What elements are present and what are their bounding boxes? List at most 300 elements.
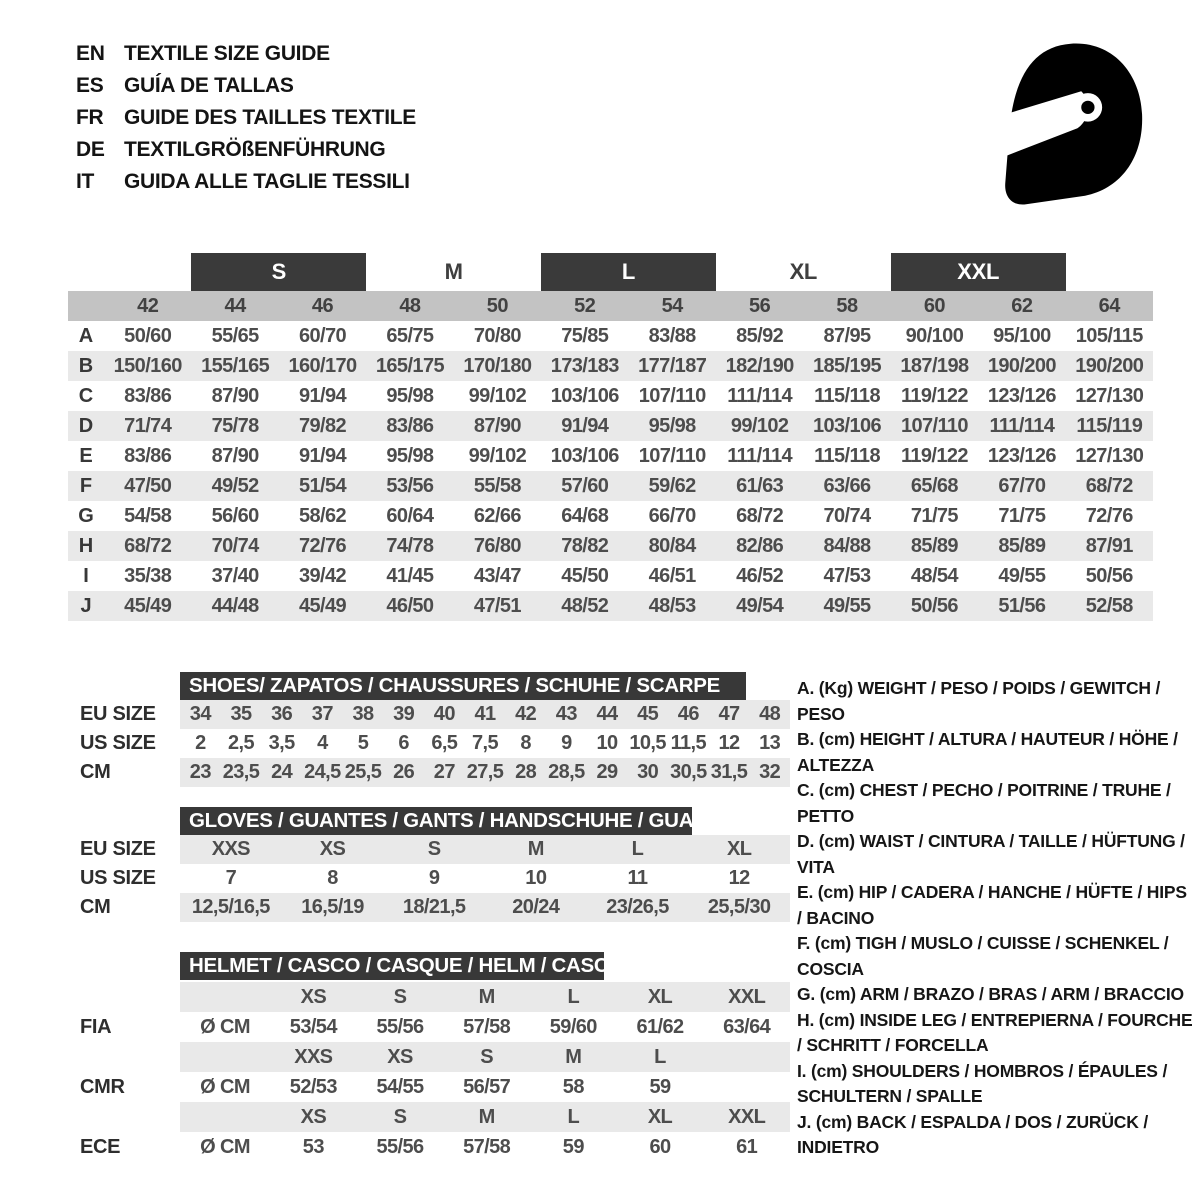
measure-value: 45/49 bbox=[124, 594, 172, 617]
measure-value: 160/170 bbox=[288, 354, 357, 377]
language-title: TEXTILGRÖßENFÜHRUNG bbox=[124, 138, 386, 161]
size-number: 52 bbox=[574, 294, 596, 317]
row-letter: C bbox=[78, 384, 94, 407]
row-label: EU SIZE bbox=[80, 703, 156, 725]
measure-value: 46/52 bbox=[736, 564, 784, 587]
size-value: 61/62 bbox=[636, 1015, 684, 1038]
language-code: ES bbox=[76, 74, 104, 97]
gloves-title-row bbox=[60, 807, 790, 835]
size-value: 11 bbox=[627, 867, 648, 889]
size-value: 45 bbox=[637, 703, 659, 725]
measure-row-a bbox=[68, 321, 1153, 351]
size-value: 48 bbox=[759, 703, 781, 725]
measure-row-e bbox=[68, 441, 1153, 471]
measure-value: 84/88 bbox=[823, 534, 871, 557]
measure-row-c bbox=[68, 381, 1153, 411]
size-value: 11,5 bbox=[670, 732, 707, 754]
row-label: CMR bbox=[80, 1075, 125, 1098]
measure-value: 71/75 bbox=[910, 504, 958, 527]
measure-value: 71/74 bbox=[124, 414, 172, 437]
measure-value: 103/106 bbox=[550, 384, 619, 407]
size-value: 40 bbox=[433, 703, 455, 725]
measure-value: 64/68 bbox=[561, 504, 609, 527]
measure-value: 50/60 bbox=[124, 324, 172, 347]
size-value: 42 bbox=[515, 703, 537, 725]
size-value: 38 bbox=[352, 703, 374, 725]
racing-helmet-icon bbox=[972, 26, 1162, 221]
diameter-label bbox=[180, 1042, 270, 1072]
size-value: XS bbox=[300, 985, 327, 1008]
row-values bbox=[180, 1012, 790, 1042]
size-value: 43 bbox=[555, 703, 577, 725]
size-value: L bbox=[631, 838, 644, 860]
shoes-row bbox=[60, 729, 790, 758]
language-title: GUIDE DES TAILLES TEXTILE bbox=[124, 106, 416, 129]
diameter-label bbox=[180, 1102, 270, 1132]
gloves-row bbox=[60, 835, 790, 864]
row-label: CM bbox=[80, 761, 111, 783]
size-value: 27 bbox=[433, 761, 455, 783]
measure-value: 177/187 bbox=[638, 354, 707, 377]
measure-value: 107/110 bbox=[638, 384, 706, 407]
row-values bbox=[180, 982, 790, 1012]
size-value: 20/24 bbox=[512, 896, 560, 918]
gloves-title-bar: GLOVES / GUANTES / GANTS / HANDSCHUHE / GUANTI bbox=[180, 807, 692, 835]
measure-row-h bbox=[68, 531, 1153, 561]
measure-value: 105/115 bbox=[1075, 324, 1143, 347]
diameter-label: Ø CM bbox=[200, 1135, 250, 1158]
measure-value: 99/102 bbox=[468, 384, 527, 407]
row-letter: I bbox=[83, 564, 89, 587]
legend-entry: I. (cm) SHOULDERS / HOMBROS / ÉPAULES / SCHULTERN / SPALLE bbox=[797, 1060, 1168, 1106]
row-values bbox=[180, 1102, 790, 1132]
size-value bbox=[703, 1042, 790, 1072]
measure-value: 99/102 bbox=[468, 444, 527, 467]
size-value: 63/64 bbox=[723, 1015, 771, 1038]
size-value: 44 bbox=[596, 703, 618, 725]
size-value: XL bbox=[726, 838, 752, 860]
size-group-s: S bbox=[191, 253, 366, 291]
row-values bbox=[180, 1132, 790, 1162]
size-value: XS bbox=[319, 838, 346, 860]
row-letter: J bbox=[80, 594, 92, 617]
measure-value: 49/55 bbox=[998, 564, 1046, 587]
measure-value: 65/75 bbox=[386, 324, 434, 347]
measure-value: 68/72 bbox=[736, 504, 784, 527]
size-value: 8 bbox=[520, 732, 531, 754]
measure-value: 39/42 bbox=[299, 564, 347, 587]
measure-value: 111/114 bbox=[727, 444, 793, 467]
size-value: 8 bbox=[327, 867, 338, 889]
legend-entry: B. (cm) HEIGHT / ALTURA / HAUTEUR / HÖHE / ALTEZZA bbox=[797, 729, 1178, 775]
language-row bbox=[76, 102, 416, 134]
measure-value: 61/63 bbox=[736, 474, 784, 497]
language-row bbox=[76, 70, 416, 102]
row-label: FIA bbox=[80, 1015, 112, 1038]
size-value: 23,5 bbox=[222, 761, 260, 783]
measure-value: 79/82 bbox=[299, 414, 347, 437]
measure-value: 74/78 bbox=[386, 534, 434, 557]
size-number: 58 bbox=[836, 294, 858, 317]
spacer bbox=[60, 952, 180, 982]
size-value: 59 bbox=[649, 1075, 671, 1098]
language-row bbox=[76, 134, 416, 166]
size-value: 55/56 bbox=[376, 1135, 424, 1158]
row-letter: E bbox=[79, 444, 93, 467]
measure-value: 91/94 bbox=[299, 384, 347, 407]
measure-value: 119/122 bbox=[900, 444, 968, 467]
measure-value: 43/47 bbox=[473, 564, 521, 587]
corner-spacer bbox=[68, 291, 104, 321]
measure-value: 49/52 bbox=[211, 474, 259, 497]
size-value: 58 bbox=[562, 1075, 584, 1098]
measure-value: 99/102 bbox=[730, 414, 789, 437]
measure-row-d bbox=[68, 411, 1153, 441]
size-number: 62 bbox=[1011, 294, 1033, 317]
legend-entry: E. (cm) HIP / CADERA / HANCHE / HÜFTE / HIPS / BACINO bbox=[797, 882, 1187, 928]
size-value: 46 bbox=[677, 703, 699, 725]
size-value: 10,5 bbox=[629, 732, 666, 754]
size-value: 3,5 bbox=[268, 732, 295, 754]
measure-row-f bbox=[68, 471, 1153, 501]
size-number: 50 bbox=[486, 294, 508, 317]
size-value: M bbox=[478, 985, 495, 1008]
measure-value: 60/64 bbox=[386, 504, 434, 527]
language-title: GUÍA DE TALLAS bbox=[124, 74, 294, 97]
size-number: 46 bbox=[311, 294, 334, 317]
size-value: 31,5 bbox=[710, 761, 748, 783]
measure-row-i bbox=[68, 561, 1153, 591]
helmet-rows bbox=[60, 982, 790, 1162]
measure-value: 107/110 bbox=[900, 414, 968, 437]
helmet-row bbox=[60, 982, 790, 1012]
measure-value: 83/88 bbox=[648, 324, 696, 347]
size-value: XXL bbox=[728, 1105, 766, 1128]
measure-row-g bbox=[68, 501, 1153, 531]
size-value: 2 bbox=[195, 732, 206, 754]
measure-value: 45/50 bbox=[561, 564, 609, 587]
size-number: 48 bbox=[399, 294, 421, 317]
measure-value: 63/66 bbox=[823, 474, 871, 497]
size-value: 57/58 bbox=[463, 1015, 511, 1038]
size-value: 12,5/16,5 bbox=[191, 896, 270, 918]
language-title: GUIDA ALLE TAGLIE TESSILI bbox=[124, 170, 410, 193]
measure-value: 37/40 bbox=[211, 564, 259, 587]
legend-entry: G. (cm) ARM / BRAZO / BRAS / ARM / BRACCIO bbox=[797, 984, 1184, 1004]
measure-value: 54/58 bbox=[124, 504, 172, 527]
size-group-xxl: XXL bbox=[891, 253, 1066, 291]
spacer bbox=[60, 807, 180, 835]
size-value: 41 bbox=[474, 703, 496, 725]
row-label bbox=[60, 1102, 180, 1132]
size-value: S bbox=[393, 1105, 407, 1128]
size-value: 5 bbox=[357, 732, 369, 754]
helmet-row bbox=[60, 1132, 790, 1162]
measure-value: 78/82 bbox=[561, 534, 609, 557]
row-values bbox=[180, 864, 790, 893]
legend-entry: A. (Kg) WEIGHT / PESO / POIDS / GEWITCH / PESO bbox=[797, 678, 1161, 724]
helmet-title-bar: HELMET / CASCO / CASQUE / HELM / CASCO bbox=[180, 952, 604, 980]
size-value: 7,5 bbox=[471, 732, 498, 754]
measure-value: 71/75 bbox=[998, 504, 1046, 527]
row-label: ECE bbox=[80, 1135, 121, 1158]
language-code: FR bbox=[76, 106, 104, 129]
helmet-row bbox=[60, 1072, 790, 1102]
measure-row-b bbox=[68, 351, 1153, 381]
measure-value: 47/53 bbox=[823, 564, 871, 587]
measure-value: 173/183 bbox=[550, 354, 619, 377]
measure-value: 75/85 bbox=[561, 324, 609, 347]
diameter-label: Ø CM bbox=[200, 1075, 250, 1098]
gloves-size-table bbox=[60, 807, 790, 922]
row-letter: B bbox=[78, 354, 94, 377]
row-label bbox=[60, 1042, 180, 1072]
measure-value: 65/68 bbox=[910, 474, 958, 497]
size-value: 9 bbox=[428, 867, 440, 889]
size-value: 61 bbox=[736, 1135, 758, 1158]
row-values bbox=[180, 700, 790, 729]
measure-value: 190/200 bbox=[987, 354, 1056, 377]
size-number: 60 bbox=[923, 294, 946, 317]
measure-value: 91/94 bbox=[561, 414, 609, 437]
size-value: 24 bbox=[271, 761, 293, 783]
size-value: 54/55 bbox=[376, 1075, 424, 1098]
measurement-legend bbox=[797, 676, 1195, 1161]
measure-value: 127/130 bbox=[1075, 444, 1144, 467]
measure-value: 50/56 bbox=[910, 594, 958, 617]
measure-value: 47/50 bbox=[124, 474, 172, 497]
size-value: XS bbox=[300, 1105, 327, 1128]
size-value bbox=[703, 1072, 790, 1102]
measure-value: 50/56 bbox=[1085, 564, 1133, 587]
size-value: 53 bbox=[302, 1135, 324, 1158]
size-value: 18/21,5 bbox=[402, 896, 466, 918]
size-value: XXS bbox=[211, 838, 250, 860]
measure-value: 95/98 bbox=[386, 444, 434, 467]
measure-value: 87/90 bbox=[473, 414, 521, 437]
measure-value: 59/62 bbox=[648, 474, 696, 497]
language-code: IT bbox=[76, 170, 95, 193]
size-value: XL bbox=[647, 985, 673, 1008]
measure-value: 95/98 bbox=[648, 414, 696, 437]
measure-value: 103/106 bbox=[550, 444, 619, 467]
shoes-title-bar: SHOES/ ZAPATOS / CHAUSSURES / SCHUHE / SCARPE bbox=[180, 672, 746, 700]
measure-value: 91/94 bbox=[299, 444, 347, 467]
size-value: 23 bbox=[189, 761, 211, 783]
size-value: 23/26,5 bbox=[606, 896, 669, 918]
measure-value: 187/198 bbox=[900, 354, 969, 377]
size-value: L bbox=[567, 985, 580, 1008]
shoes-rows bbox=[60, 700, 790, 787]
helmet-title-row bbox=[60, 952, 790, 982]
size-value: M bbox=[478, 1105, 495, 1128]
measure-value: 49/54 bbox=[736, 594, 784, 617]
measure-value: 80/84 bbox=[648, 534, 696, 557]
size-value: 29 bbox=[596, 761, 618, 783]
measure-value: 51/54 bbox=[299, 474, 347, 497]
size-value: 27,5 bbox=[466, 761, 504, 783]
measure-value: 52/58 bbox=[1085, 594, 1133, 617]
row-label bbox=[60, 982, 180, 1012]
measure-value: 55/65 bbox=[211, 324, 259, 347]
shoes-row bbox=[60, 700, 790, 729]
size-value: 4 bbox=[317, 732, 328, 754]
size-group-header-row bbox=[68, 253, 1153, 291]
measure-value: 70/80 bbox=[473, 324, 521, 347]
measure-value: 185/195 bbox=[812, 354, 882, 377]
measure-value: 85/92 bbox=[736, 324, 784, 347]
size-value: 36 bbox=[271, 703, 293, 725]
size-group-xl: XL bbox=[789, 259, 818, 284]
size-value: M bbox=[565, 1045, 582, 1068]
size-value: 57/58 bbox=[463, 1135, 511, 1158]
legend-entry: F. (cm) TIGH / MUSLO / CUISSE / SCHENKEL / COSCIA bbox=[797, 933, 1169, 979]
diameter-label bbox=[180, 982, 270, 1012]
size-value: 13 bbox=[759, 732, 781, 754]
language-title: TEXTILE SIZE GUIDE bbox=[124, 42, 330, 65]
measure-value: 83/86 bbox=[124, 444, 172, 467]
measure-value: 48/52 bbox=[561, 594, 609, 617]
size-group-l: L bbox=[541, 253, 716, 291]
size-value: XL bbox=[647, 1105, 673, 1128]
size-value: 30 bbox=[637, 761, 659, 783]
size-number: 44 bbox=[224, 294, 246, 317]
spacer bbox=[60, 672, 180, 700]
language-row bbox=[76, 166, 416, 198]
row-values bbox=[180, 729, 790, 758]
row-label: US SIZE bbox=[80, 732, 156, 754]
size-value: 25,5 bbox=[344, 761, 382, 783]
measure-value: 165/175 bbox=[375, 354, 444, 377]
size-value: 26 bbox=[393, 761, 415, 783]
measure-value: 46/50 bbox=[386, 594, 434, 617]
measure-value: 55/58 bbox=[473, 474, 521, 497]
measure-value: 95/100 bbox=[993, 324, 1051, 347]
measure-value: 115/118 bbox=[814, 444, 880, 467]
measure-value: 87/90 bbox=[211, 384, 259, 407]
row-letter: G bbox=[78, 504, 94, 527]
measure-value: 67/70 bbox=[998, 474, 1046, 497]
measure-value: 41/45 bbox=[386, 564, 434, 587]
measure-value: 87/90 bbox=[211, 444, 259, 467]
helmet-row bbox=[60, 1042, 790, 1072]
size-value: 10 bbox=[596, 732, 618, 754]
measure-value: 60/70 bbox=[299, 324, 347, 347]
size-value: 47 bbox=[718, 703, 740, 725]
helmet-glyph bbox=[972, 26, 1162, 221]
measure-value: 46/51 bbox=[648, 564, 696, 587]
measure-value: 76/80 bbox=[473, 534, 521, 557]
measure-value: 51/56 bbox=[998, 594, 1046, 617]
size-value: 25,5/30 bbox=[707, 896, 771, 918]
size-value: 56/57 bbox=[463, 1075, 511, 1098]
measure-value: 170/180 bbox=[463, 354, 532, 377]
lower-size-sections bbox=[60, 672, 790, 1162]
measure-value: 87/95 bbox=[823, 324, 871, 347]
size-value: 52/53 bbox=[289, 1075, 337, 1098]
size-value: 35 bbox=[230, 703, 252, 725]
size-value: S bbox=[427, 838, 441, 860]
measure-value: 150/160 bbox=[113, 354, 182, 377]
size-value: 9 bbox=[561, 732, 572, 754]
measure-value: 190/200 bbox=[1075, 354, 1144, 377]
measure-value: 72/76 bbox=[1085, 504, 1133, 527]
measure-value: 95/98 bbox=[386, 384, 434, 407]
row-values bbox=[180, 893, 790, 922]
measure-value: 48/54 bbox=[910, 564, 958, 587]
size-value: S bbox=[393, 985, 407, 1008]
measure-value: 107/110 bbox=[638, 444, 706, 467]
measure-value: 90/100 bbox=[905, 324, 964, 347]
size-value: 7 bbox=[225, 867, 237, 889]
measure-value: 155/165 bbox=[201, 354, 270, 377]
measure-value: 111/114 bbox=[989, 414, 1055, 437]
size-value: 6 bbox=[398, 732, 409, 754]
measure-value: 68/72 bbox=[124, 534, 172, 557]
size-value: 28 bbox=[515, 761, 537, 783]
measure-value: 62/66 bbox=[473, 504, 521, 527]
size-number: 64 bbox=[1098, 294, 1120, 317]
row-label: CM bbox=[80, 896, 111, 918]
size-value: 53/54 bbox=[289, 1015, 337, 1038]
size-value: XXL bbox=[728, 985, 766, 1008]
measure-value: 85/89 bbox=[910, 534, 958, 557]
size-value: 12 bbox=[728, 867, 750, 889]
measure-value: 75/78 bbox=[211, 414, 259, 437]
size-number: 56 bbox=[748, 294, 771, 317]
legend-entry: J. (cm) BACK / ESPALDA / DOS / ZURÜCK / INDIETRO bbox=[797, 1111, 1148, 1157]
row-letter: A bbox=[78, 324, 94, 347]
helmet-row bbox=[60, 1012, 790, 1042]
legend-entry: H. (cm) INSIDE LEG / ENTREPIERNA / FOURCHE / SCHRITT / FORCELLA bbox=[797, 1009, 1193, 1055]
size-value: 55/56 bbox=[376, 1015, 424, 1038]
measure-value: 111/114 bbox=[727, 384, 793, 407]
measure-value: 66/70 bbox=[648, 504, 696, 527]
legend-entry: C. (cm) CHEST / PECHO / POITRINE / TRUHE / PETTO bbox=[797, 780, 1171, 826]
size-value: 6,5 bbox=[431, 732, 458, 754]
size-value: 32 bbox=[759, 761, 781, 783]
language-row bbox=[76, 38, 416, 70]
measure-value: 58/62 bbox=[299, 504, 347, 527]
gloves-row bbox=[60, 893, 790, 922]
shoes-title-row bbox=[60, 672, 790, 700]
size-number-row bbox=[68, 291, 1153, 321]
helmet-size-table bbox=[60, 952, 790, 1162]
measure-value: 123/126 bbox=[987, 384, 1056, 407]
shoes-row bbox=[60, 758, 790, 787]
measure-value: 70/74 bbox=[823, 504, 871, 527]
size-value: M bbox=[527, 838, 544, 860]
measure-value: 48/53 bbox=[648, 594, 696, 617]
row-values bbox=[180, 758, 790, 787]
language-code: EN bbox=[76, 42, 105, 65]
legend-entry: D. (cm) WAIST / CINTURA / TAILLE / HÜFTUNG / VITA bbox=[797, 831, 1185, 877]
language-code: DE bbox=[76, 138, 105, 161]
size-value: 24,5 bbox=[304, 761, 341, 783]
row-values bbox=[180, 1072, 790, 1102]
measure-value: 57/60 bbox=[561, 474, 609, 497]
measure-value: 56/60 bbox=[211, 504, 259, 527]
size-value: 60 bbox=[649, 1135, 671, 1158]
size-group-m: M bbox=[444, 259, 463, 284]
measure-value: 115/119 bbox=[1076, 414, 1143, 437]
measure-value: 103/106 bbox=[812, 414, 882, 437]
measure-value: 45/49 bbox=[299, 594, 347, 617]
size-number: 42 bbox=[137, 294, 159, 317]
row-values bbox=[180, 1042, 790, 1072]
measure-value: 119/122 bbox=[900, 384, 968, 407]
size-value: L bbox=[654, 1045, 666, 1068]
